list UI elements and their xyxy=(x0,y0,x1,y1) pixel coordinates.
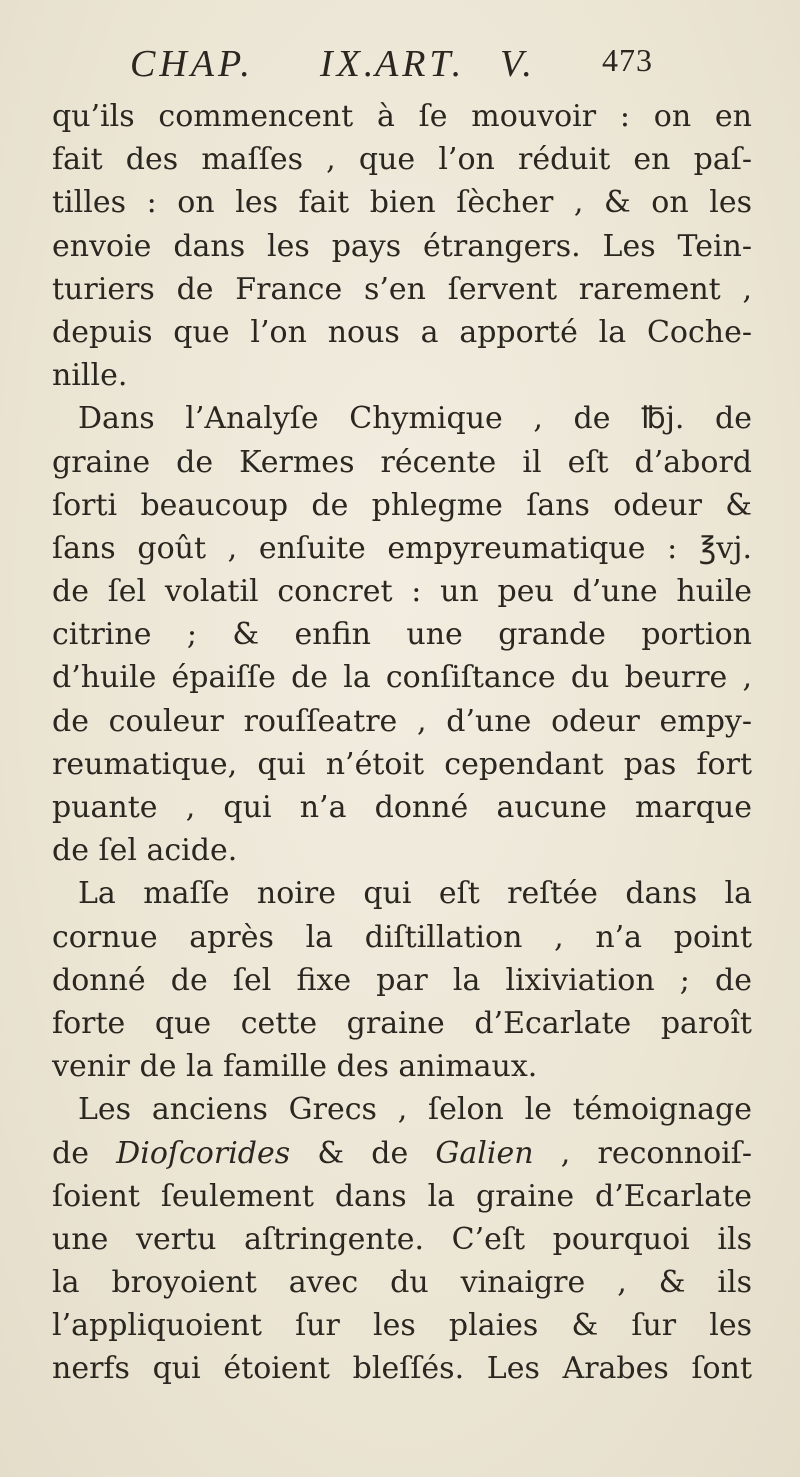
text-line: de ſel acide. xyxy=(52,833,238,869)
text-line: puante , qui n’a donné aucune marque xyxy=(52,790,752,825)
text-line: ſorti beaucoup de phlegme ſans odeur & xyxy=(52,487,752,523)
text-line: la broyoient avec du vinaigre , & ils xyxy=(52,1265,752,1301)
text-line: l’appliquoient ſur les plaies & ſur les xyxy=(52,1308,752,1344)
text-line: citrine ; & enfin une grande portion xyxy=(52,617,752,653)
text-line: forte que cette graine d’Ecarlate paroît xyxy=(52,1005,752,1041)
text-line: ſans goût , enſuite empyreumatique : ℥vj. xyxy=(52,530,752,566)
text-line: qu’ils commencent à ſe mouvoir : on en xyxy=(52,99,752,134)
text-line: une vertu aſtringente. C’eſt pourquoi ils xyxy=(52,1221,752,1257)
body-text xyxy=(52,95,752,1391)
header-article-number: V. xyxy=(500,43,536,85)
text-line: La maſſe noire qui eſt reſtée dans la xyxy=(78,876,752,912)
text-line: Dans l’Analyſe Chymique , de ℔j. de xyxy=(78,401,752,437)
text-line: depuis que l’on nous a apporté la Coche- xyxy=(52,314,752,350)
header-chapter: CHAP. xyxy=(130,43,254,85)
text-line: graine de Kermes récente il eſt d’abord xyxy=(52,444,752,480)
text-line: fait des maſſes , que l’on réduit en paſ- xyxy=(52,142,752,178)
text-line: nille. xyxy=(52,358,128,394)
text-line: de ſel volatil concret : un peu d’une huile xyxy=(52,574,752,610)
text-line: nerfs qui étoient bleſſés. Les Arabes ſont xyxy=(52,1351,752,1387)
text-fragment: de xyxy=(52,1135,117,1171)
text-line: turiers de France s’en ſervent rarement , xyxy=(52,271,752,307)
author-dioscorides: Dioſcorides xyxy=(116,1135,291,1171)
header-chapter-number: IX. xyxy=(320,43,378,85)
text-line: envoie dans les pays étrangers. Les Tein- xyxy=(52,228,752,264)
text-line: tilles : on les fait bien ſècher , & on les xyxy=(52,185,752,221)
running-header xyxy=(130,42,670,92)
author-galien: Galien xyxy=(435,1135,534,1171)
text-fragment: , reconnoiſ- xyxy=(533,1135,752,1171)
text-line: donné de ſel fixe par la lixiviation ; de xyxy=(52,962,752,998)
text-line: Les anciens Grecs , ſelon le témoignage xyxy=(78,1092,752,1128)
text-line: d’huile épaiſſe de la conſiſtance du beurre , xyxy=(52,660,752,696)
text-line-citation xyxy=(52,1132,752,1175)
text-line: reumatique, qui n’étoit cependant pas fort xyxy=(52,746,752,782)
text-line: de couleur rouſſeatre , d’une odeur empy- xyxy=(52,703,752,739)
text-fragment: & de xyxy=(290,1135,436,1171)
text-line: ſoient ſeulement dans la graine d’Ecarlate xyxy=(52,1178,752,1214)
text-line: venir de la famille des animaux. xyxy=(52,1049,538,1085)
page-number: 473 xyxy=(602,42,653,78)
header-article: ART. xyxy=(375,43,466,85)
text-line: cornue après la diſtillation , n’a point xyxy=(52,919,752,955)
